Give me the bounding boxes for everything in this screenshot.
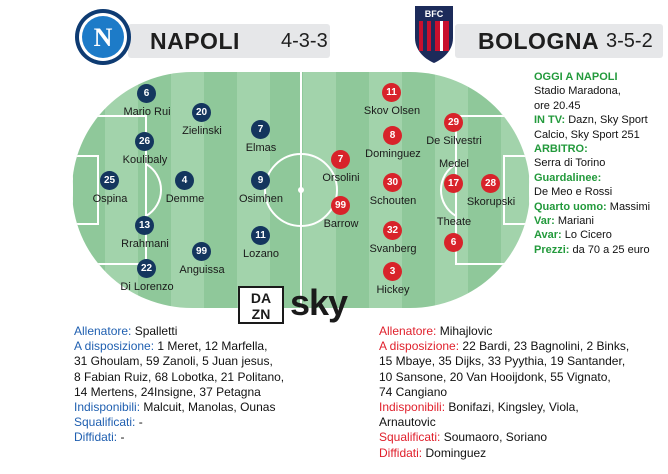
info-text: - (117, 430, 125, 445)
info-label: Allenatore: (379, 324, 437, 338)
player-name: Anguissa (179, 264, 225, 276)
info-label: A disposizione: (379, 339, 460, 354)
svg-text:N: N (93, 23, 113, 52)
info-line (379, 415, 629, 430)
napoli-crest-icon (74, 8, 132, 66)
info-text: 22 Bardi, 23 Bagnolini, 2 Binks, (459, 339, 630, 354)
away-formation: 3-5-2 (606, 30, 653, 52)
dazn-logo-line2: ZN (251, 306, 271, 322)
sidebar-text: Massimi (606, 200, 651, 213)
info-label: Allenatore: (74, 324, 132, 338)
player-name: Zielinski (182, 125, 222, 137)
info-label: Squalificati: (379, 430, 441, 445)
player-name: Barrow (323, 218, 359, 230)
info-line (74, 400, 284, 415)
sidebar-text: Lo Cicero (561, 229, 612, 242)
info-line (379, 339, 629, 354)
player-name: Rrahmani (121, 238, 169, 250)
info-line (379, 385, 629, 400)
player-number: 17 (444, 174, 463, 193)
player-name: Schouten (369, 195, 417, 207)
sidebar-row (534, 70, 666, 84)
sidebar-row (534, 84, 666, 98)
sidebar-row (534, 214, 666, 228)
info-text: Arnautovic (379, 415, 436, 430)
info-line (74, 430, 284, 445)
sidebar-label: Prezzi: (534, 243, 570, 256)
info-line (379, 370, 629, 385)
player-number: 11 (251, 226, 270, 245)
sidebar-row (534, 171, 666, 185)
info-text: 14 Mertens, 24Insigne, 37 Petagna (74, 384, 261, 399)
player-name: Mario Rui (123, 106, 171, 118)
sidebar-label: ARBITRO: (534, 143, 588, 156)
player-name: Theate (436, 216, 472, 228)
sidebar-label: Quarto uomo: (534, 200, 607, 213)
player-name: Osimhen (238, 193, 284, 205)
player-name: Ospina (92, 193, 128, 205)
info-line (379, 354, 629, 369)
info-line (379, 324, 629, 339)
player-name: Elmas (245, 142, 277, 154)
player-number: 30 (383, 173, 402, 192)
info-text: Bonifazi, Kingsley, Viola, (445, 400, 579, 415)
sidebar-text: Serra di Torino (534, 157, 606, 170)
away-team-name: BOLOGNA (478, 28, 600, 54)
match-info-sidebar (534, 70, 666, 257)
player-number: 13 (135, 216, 154, 235)
info-text: - (135, 415, 143, 430)
sidebar-row (534, 142, 666, 156)
info-label: A disposizione: (74, 339, 155, 354)
info-label: Diffidati: (379, 445, 423, 460)
info-text: Mihajlovic (436, 324, 493, 338)
player-name: Dominguez (365, 148, 421, 160)
player-name: Svanberg (369, 243, 417, 255)
info-line (74, 339, 284, 354)
info-text: Dominguez (422, 445, 487, 460)
sidebar-row (534, 228, 666, 242)
player-number: 9 (251, 171, 270, 190)
away-team-info (379, 324, 629, 461)
info-text: Spalletti (131, 324, 178, 338)
info-text: Soumaoro, Soriano (440, 430, 548, 445)
sidebar-row (534, 113, 666, 127)
info-label: Indisponibili: (74, 400, 141, 415)
player-name: De Silvestri (426, 135, 482, 147)
player-number: 3 (383, 262, 402, 281)
player-name: Medel (439, 158, 469, 170)
player-number: 25 (100, 171, 119, 190)
sidebar-text: Dazn, Sky Sport (565, 114, 648, 127)
info-text: Malcuit, Manolas, Ounas (140, 400, 276, 415)
sidebar-row (534, 243, 666, 257)
home-team-name: NAPOLI (150, 28, 240, 54)
info-line (379, 400, 629, 415)
dazn-logo-line1: DA (250, 290, 272, 306)
info-label: Diffidati: (74, 430, 118, 445)
info-text: 74 Cangiano (379, 384, 448, 399)
player-number: 99 (192, 242, 211, 261)
sidebar-text: da 70 a 25 euro (569, 243, 650, 256)
sidebar-label: Avar: (534, 229, 562, 242)
player-name: Demme (165, 193, 205, 205)
sidebar-row (534, 200, 666, 214)
sidebar-text: De Meo e Rossi (534, 186, 613, 199)
info-line (74, 370, 284, 385)
info-text: 10 Sansone, 20 Van Hooijdonk, 55 Vignato, (379, 369, 611, 384)
info-line (379, 446, 629, 461)
info-label: Squalificati: (74, 415, 136, 430)
info-line (74, 415, 284, 430)
player-number: 6 (444, 233, 463, 252)
info-line (379, 430, 629, 445)
player-name: Orsolini (322, 172, 360, 184)
sidebar-row (534, 99, 666, 113)
player-number: 20 (192, 103, 211, 122)
sidebar-row (534, 185, 666, 199)
player-number: 26 (135, 132, 154, 151)
sidebar-text: Stadio Maradona, (534, 85, 621, 98)
sidebar-row (534, 156, 666, 170)
info-text: 1 Meret, 12 Marfella, (154, 339, 268, 354)
bologna-crest-text: BFC (424, 9, 444, 19)
player-number: 22 (137, 259, 156, 278)
player-number: 7 (251, 120, 270, 139)
player-name: Di Lorenzo (120, 281, 174, 293)
sidebar-label: Var: (534, 215, 555, 228)
player-name: Lozano (242, 248, 280, 260)
info-text: 15 Mbaye, 35 Dijks, 33 Pyythia, 19 Santander, (379, 354, 626, 369)
info-label: Indisponibili: (379, 400, 446, 415)
player-number: 7 (331, 150, 350, 169)
player-number: 32 (383, 221, 402, 240)
sidebar-label: OGGI A NAPOLI (534, 71, 618, 83)
player-name: Hickey (376, 284, 410, 296)
player-name: Koulibaly (122, 154, 168, 166)
info-text: 31 Ghoulam, 59 Zanoli, 5 Juan jesus, (74, 354, 273, 369)
dazn-logo (238, 286, 284, 324)
sidebar-row (534, 128, 666, 142)
player-name: Skov Olsen (363, 105, 421, 117)
player-number: 4 (175, 171, 194, 190)
player-name: Skorupski (466, 196, 516, 208)
info-line (74, 324, 284, 339)
sidebar-label: Guardalinee: (534, 171, 602, 184)
info-line (74, 354, 284, 369)
player-number: 28 (481, 174, 500, 193)
sky-logo: sky (290, 282, 348, 323)
info-line (74, 385, 284, 400)
player-number: 6 (137, 84, 156, 103)
bologna-crest-icon (411, 4, 457, 64)
sidebar-text: Calcio, Sky Sport 251 (534, 128, 640, 141)
sidebar-text: ore 20.45 (534, 99, 581, 112)
player-number: 99 (331, 196, 350, 215)
player-number: 11 (382, 83, 401, 102)
player-number: 8 (383, 126, 402, 145)
player-number: 29 (444, 113, 463, 132)
sidebar-label: IN TV: (534, 114, 566, 127)
sidebar-text: Mariani (554, 215, 594, 228)
home-formation: 4-3-3 (281, 30, 328, 52)
home-team-info (74, 324, 284, 446)
info-text: 8 Fabian Ruiz, 68 Lobotka, 21 Politano, (74, 369, 285, 384)
